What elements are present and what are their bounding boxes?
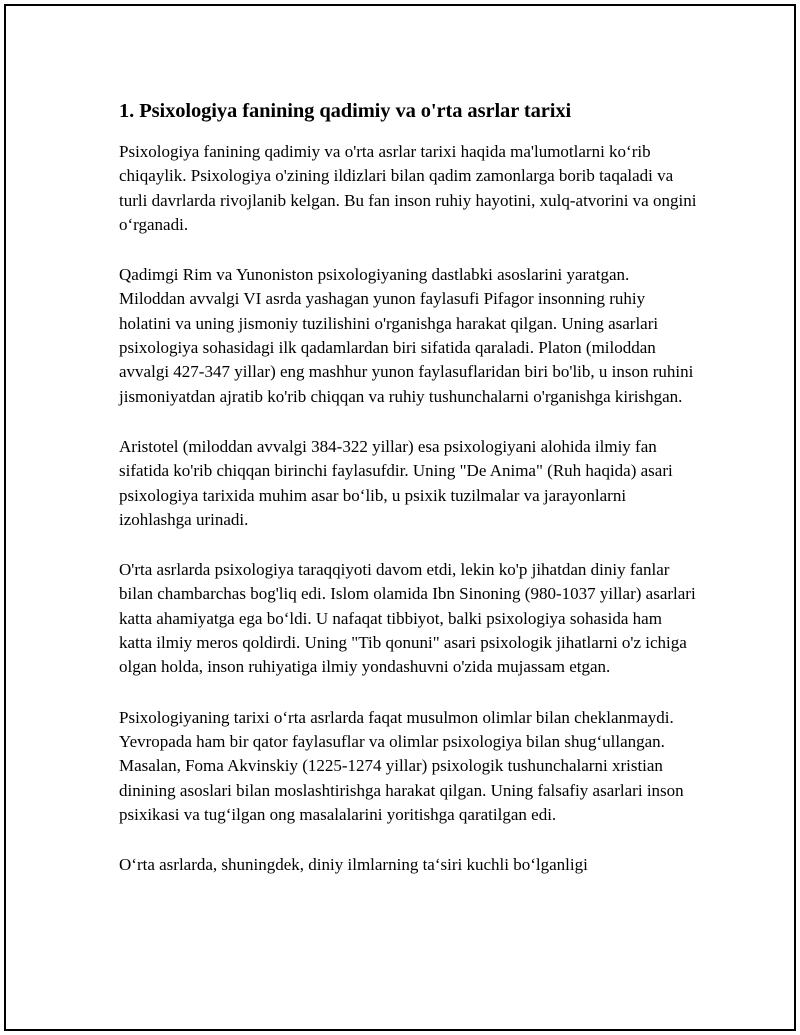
paragraph-antiquity: Qadimgi Rim va Yunoniston psixologiyaning dastlabki asoslarini yaratgan. Miloddan avvalgi VI asrda yashagan yunon faylasufi Pifagor insonning ruhiy holatini va uning jismoniy tuzilishini o'rganishga harakat qilgan. Uning asarlari psixologiya sohasidagi ilk qadamlardan biri sifatida qaraladi. Platon (miloddan avvalgi 427-347 yillar) eng mashhur yunon faylasuflaridan biri bo'lib, u inson ruhini jismoniyatdan ajratib ko'rib chiqqan va ruhiy tushunchalarni o'rganishga kirishgan. bbox=[119, 265, 694, 406]
paragraph-intro: Psixologiya fanining qadimiy va o'rta asrlar tarixi haqida ma'lumotlarni ko‘rib chiqaylik. Psixologiya o'zining ildizlari bilan qadim zamonlarga borib taqaladi va turli davrlarda rivojlanib kelgan. Bu fan inson ruhiy hayotini, xulq-atvorini va ongini o‘rganadi. bbox=[119, 142, 697, 234]
paragraph-middle-ages-europe: Psixologiyaning tarixi o‘rta asrlarda faqat musulmon olimlar bilan cheklanmaydi. Yevropada ham bir qator faylasuflar va olimlar psixologiya bilan shug‘ullangan. Masalan, Foma Akvinskiy (1225-1274 yillar) psixologik tushunchalarni xristian dinining asoslari bilan moslashtirishga harakat qilgan. Uning falsafiy asarlari inson psixikasi va tug‘ilgan ong masalalarini yoritishga qaratilgan edi. bbox=[119, 707, 684, 824]
paragraph-aristotle: Aristotel (miloddan avvalgi 384-322 yillar) esa psixologiyani alohida ilmiy fan sifatida ko'rib chiqqan birinchi faylasufdir. Uning "De Anima" (Ruh haqida) asari psixologiya tarixida muhim asar bo‘lib, u psixik tuzilmalar va jarayonlarni izohlashga urinadi. bbox=[119, 436, 673, 529]
paragraph-continuation: O‘rta asrlarda, shuningdek, diniy ilmlarning ta‘siri kuchli bo‘lganligi bbox=[119, 855, 588, 875]
document-content bbox=[119, 96, 699, 903]
section-heading: 1. Psixologiya fanining qadimiy va o'rta asrlar tarixi bbox=[119, 100, 572, 122]
document-page bbox=[4, 4, 796, 1031]
paragraph-middle-ages-islam: O'rta asrlarda psixologiya taraqqiyoti davom etdi, lekin ko'p jihatdan diniy fanlar bilan chambarchas bog'liq edi. Islom olamida Ibn Sinoning (980-1037 yillar) asarlari katta ahamiyatga ega bo‘ldi. U nafaqat tibbiyot, balki psixologiya sohasida ham katta ilmiy meros qoldirdi. Uning "Tib qonuni" asari psixologik jihatlarni o'z ichiga olgan holda, inson ruhiyatiga ilmiy yondashuvni o'zida mujassam etgan. bbox=[119, 560, 696, 677]
